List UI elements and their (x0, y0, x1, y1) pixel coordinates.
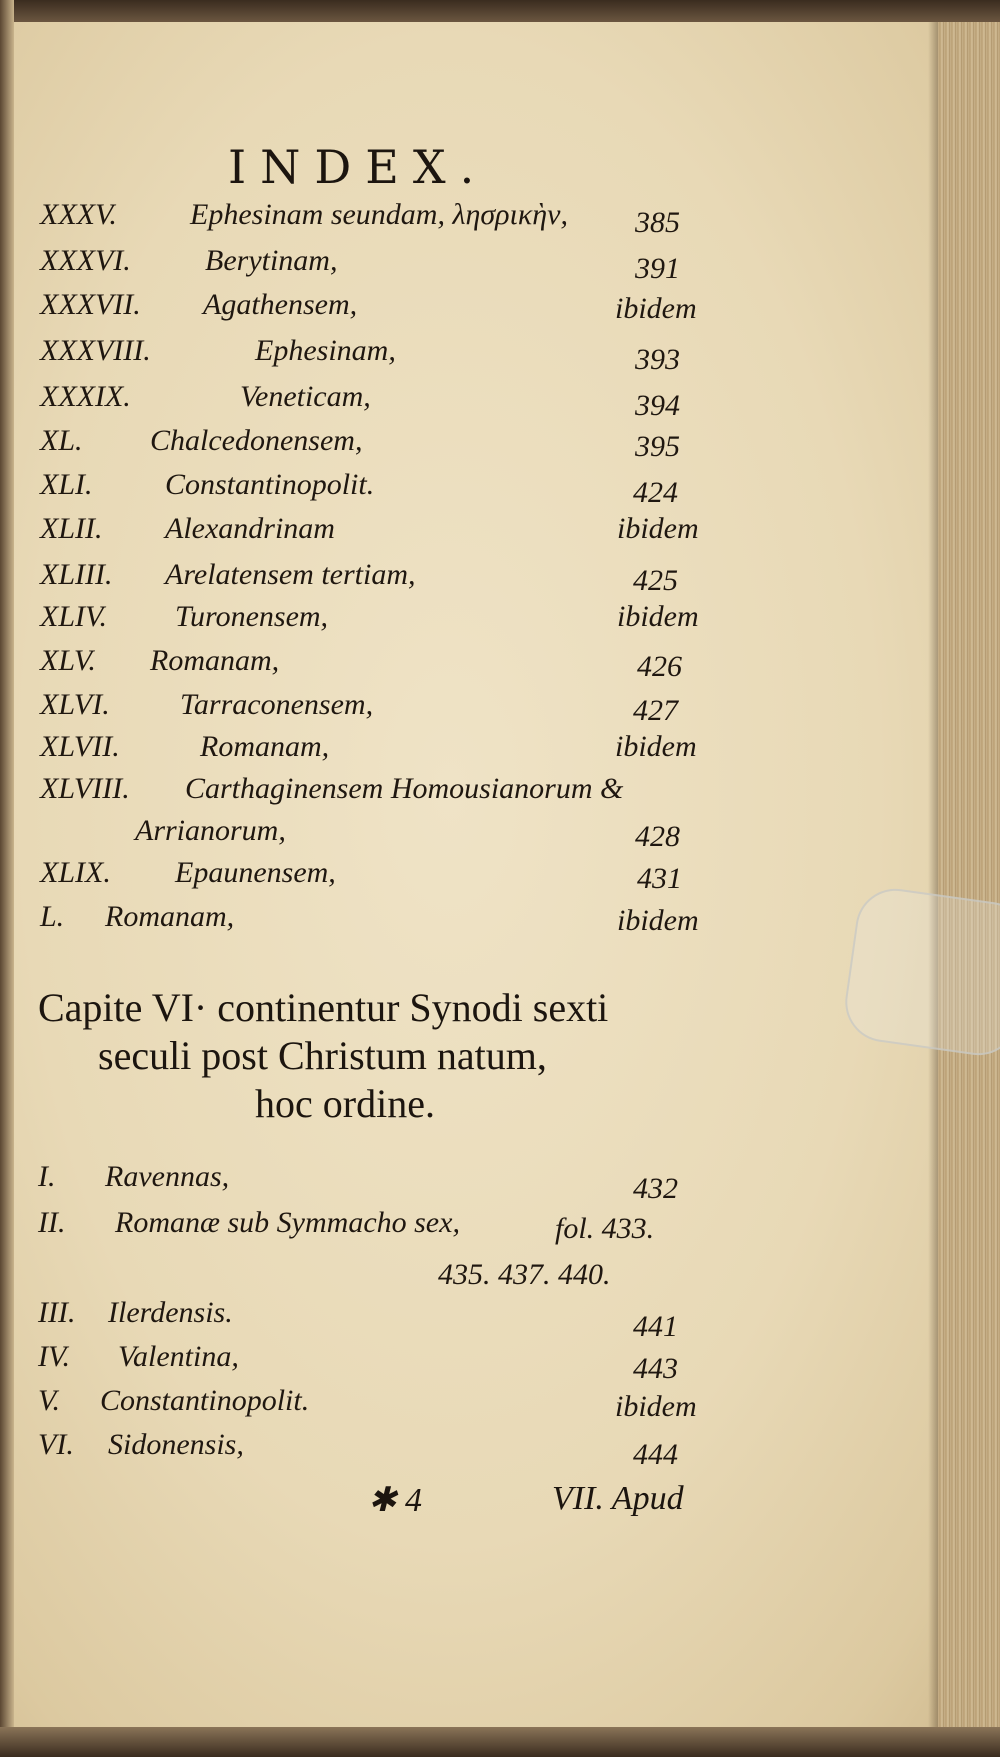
entry-page: fol. 433. (555, 1212, 655, 1245)
entry-name: Arrianorum, (135, 814, 286, 847)
entry-name: Valentina, (118, 1340, 239, 1373)
entry-page: ibidem (615, 292, 697, 325)
page-heading: INDEX. (228, 140, 489, 194)
entry-name: Constantinopolit. (100, 1384, 310, 1417)
entry-number: VI. (38, 1428, 74, 1461)
entry-page: 441 (633, 1310, 678, 1343)
entry-name: Agathensem, (203, 288, 358, 321)
entry-page: ibidem (617, 512, 699, 545)
entry-page: 443 (633, 1352, 678, 1385)
entry-page: 428 (635, 820, 680, 853)
entry-number: I. (38, 1160, 56, 1193)
entry-number: XLIX. (40, 856, 111, 889)
entry-name: Sidonensis, (108, 1428, 244, 1461)
entry-number: XLIV. (40, 600, 107, 633)
entry-page: 432 (633, 1172, 678, 1205)
section-heading-line: seculi post Christum natum, (98, 1033, 547, 1078)
entry-number: L. (40, 900, 65, 933)
entry-number: III. (38, 1296, 76, 1329)
entry-number: XLVI. (40, 688, 110, 721)
entry-page: 393 (635, 343, 680, 376)
entry-number: XLVIII. (40, 772, 130, 805)
entry-name: Turonensem, (175, 600, 329, 633)
entry-page: ibidem (617, 904, 699, 937)
entry-page: 424 (633, 476, 678, 509)
entry-page: 425 (633, 564, 678, 597)
entry-page: ibidem (617, 600, 699, 633)
entry-page: ibidem (615, 730, 697, 763)
entry-name: Carthaginensem Homousianorum & (185, 772, 624, 805)
entry-page: ibidem (615, 1390, 697, 1423)
entry-name: Veneticam, (240, 380, 371, 413)
entry-page: 431 (637, 862, 682, 895)
entry-number: XXXVI. (40, 244, 131, 277)
section-heading-line: Capite VI· continentur Synodi sexti (38, 985, 609, 1030)
entry-name: Constantinopolit. (165, 468, 375, 501)
entry-page: 394 (635, 389, 680, 422)
entry-number: XLIII. (40, 558, 113, 591)
entry-name: Romanam, (105, 900, 235, 933)
entry-name: Romanam, (200, 730, 330, 763)
entry-name: Romanæ sub Symmacho sex, (115, 1206, 460, 1239)
entry-number: XL. (40, 424, 83, 457)
entry-name: Ilerdensis. (108, 1296, 233, 1329)
entry-name: Ephesinam seundam, λησρικὴν, (190, 198, 568, 231)
entry-name: Romanam, (150, 644, 280, 677)
entry-page: 427 (633, 694, 678, 727)
signature-mark: ✱ 4 (368, 1482, 422, 1519)
catchword: VII. Apud (552, 1480, 684, 1517)
entry-number: XXXV. (40, 198, 117, 231)
entry-name: Arelatensem tertiam, (165, 558, 416, 591)
entry-name: Ephesinam, (255, 334, 396, 367)
entry-number: XXXVII. (40, 288, 141, 321)
entry-page: 426 (637, 650, 682, 683)
entry-page: 444 (633, 1438, 678, 1471)
entry-page: 391 (635, 252, 680, 285)
entry-number: XXXVIII. (40, 334, 151, 367)
entry-name: Epaunensem, (175, 856, 336, 889)
section-heading-line: hoc ordine. (255, 1081, 435, 1126)
entry-name: Tarraconensem, (180, 688, 374, 721)
entry-name: Ravennas, (105, 1160, 230, 1193)
entry-number: XXXIX. (40, 380, 131, 413)
entry-page: 385 (635, 206, 680, 239)
entry-name: Berytinam, (205, 244, 338, 277)
entry-page: 395 (635, 430, 680, 463)
entry-number: IV. (38, 1340, 70, 1373)
entry-number: XLVII. (40, 730, 120, 763)
entry-page-continued: 435. 437. 440. (438, 1258, 611, 1291)
entry-number: V. (38, 1384, 60, 1417)
entry-number: XLII. (40, 512, 103, 545)
entry-name: Alexandrinam (165, 512, 335, 545)
entry-number: II. (38, 1206, 66, 1239)
entry-name: Chalcedonensem, (150, 424, 363, 457)
entry-number: XLI. (40, 468, 93, 501)
entry-number: XLV. (40, 644, 96, 677)
